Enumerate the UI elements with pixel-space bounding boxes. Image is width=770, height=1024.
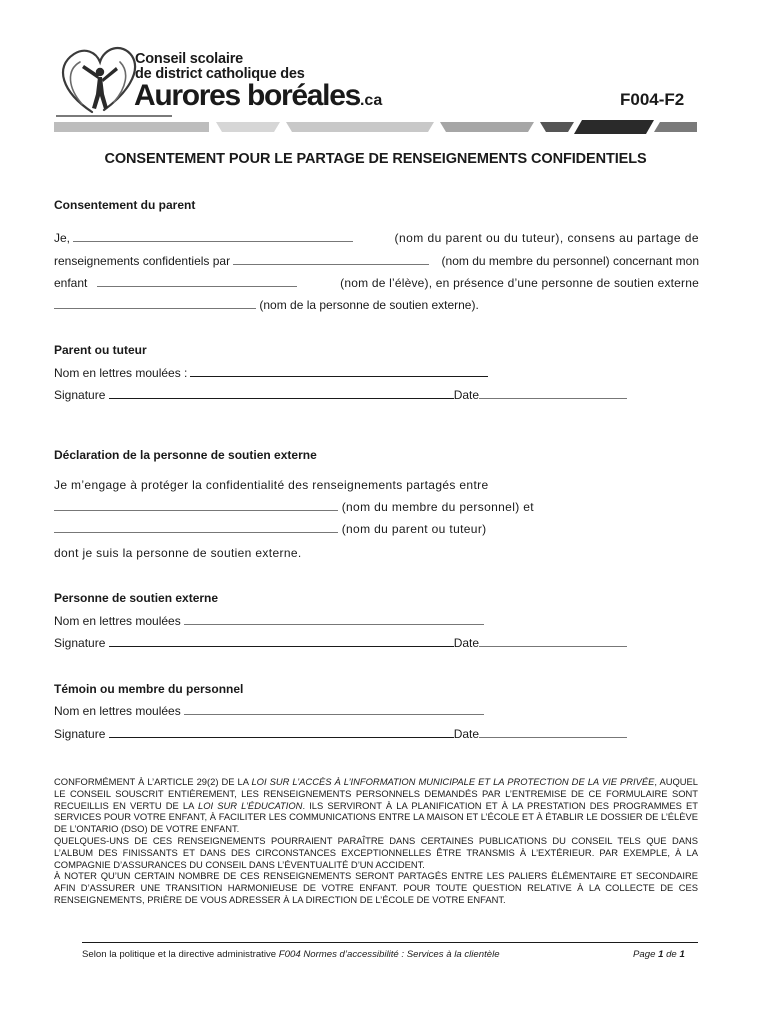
support-print-name-field[interactable] <box>184 614 484 625</box>
witness-signature-label: Signature <box>54 727 106 741</box>
privacy-notice <box>54 776 698 906</box>
footer-policy-title: F004 Normes d’accessibilité : Services à la clientèle <box>278 949 500 960</box>
support-section-heading: Personne de soutien externe <box>54 591 219 605</box>
witness-print-name-field[interactable] <box>184 704 484 715</box>
parent-consent-heading: Consentement du parent <box>54 198 196 212</box>
parent-signature-label: Signature <box>54 388 106 402</box>
page-label: Page <box>633 949 659 960</box>
declaration-line-4: dont je suis la personne de soutien externe. <box>54 546 302 560</box>
parent-section-heading: Parent ou tuteur <box>54 343 147 357</box>
privacy-notice-p3: À NOTER QU’UN CERTAIN NOMBRE DE CES RENSEIGNEMENTS SERONT PARTAGÉS ENTRE LES PALIERS ÉLÉMENTAIRE ET SECONDAIRE AFIN D’ASSURER UNE TRANSITION HARMONIEUSE DE VOTRE ENFANT. POUR TOUTE QUESTION RELATIVE À LA COLLECTE DE CES RENSEIGNEMENTS, PRIÈRE DE VOUS ADRESSER À LA DIRECTION DE L’ÉCOLE DE VOTRE ENFANT. <box>54 870 698 905</box>
law-name-education-act: LOI SUR L’ÉDUCATION <box>197 799 303 811</box>
page-total: 1 <box>679 949 685 960</box>
consent-line-3 <box>54 276 699 290</box>
footer-page-number <box>633 949 685 960</box>
logo-name: Aurores boréales <box>134 79 360 112</box>
declaration-line-2-text: (nom du membre du personnel) et <box>341 500 534 514</box>
text-je: Je, <box>54 231 71 245</box>
support-date-field[interactable] <box>479 636 627 647</box>
text-enfant: enfant <box>54 276 88 290</box>
staff-name-field[interactable] <box>233 254 429 265</box>
declaration-line-1: Je m’engage à protéger la confidentialité des renseignements partagés entre <box>54 478 489 492</box>
consent-line-4-text: (nom de la personne de soutien externe). <box>259 298 479 312</box>
witness-date-field[interactable] <box>479 727 627 738</box>
witness-name-row <box>54 704 484 718</box>
witness-name-label: Nom en lettres moulées <box>54 704 181 718</box>
consent-line-1 <box>54 231 699 245</box>
witness-section-heading: Témoin ou membre du personnel <box>54 682 244 696</box>
consent-line-2-start <box>54 254 429 268</box>
declaration-parent-field[interactable] <box>54 522 338 533</box>
support-signature-label: Signature <box>54 636 106 650</box>
page-of: de <box>663 949 680 960</box>
logo-line-3 <box>134 80 382 117</box>
text-par: renseignements confidentiels par <box>54 254 231 268</box>
logo-suffix: .ca <box>359 92 383 109</box>
witness-signature-row <box>54 727 627 741</box>
footer-policy-text: Selon la politique et la directive administrative <box>82 949 279 960</box>
declaration-heading: Déclaration de la personne de soutien externe <box>54 448 317 462</box>
footer-divider <box>82 942 698 943</box>
consent-line-3-start <box>54 276 297 290</box>
support-person-name-field[interactable] <box>54 298 256 309</box>
student-name-field[interactable] <box>97 276 297 287</box>
privacy-notice-p1 <box>54 776 698 835</box>
support-signature-field[interactable] <box>109 636 454 647</box>
parent-name-row <box>54 366 488 380</box>
consent-line-2 <box>54 254 699 268</box>
notice-text: CONFORMÉMENT À L’ARTICLE 29(2) DE LA <box>54 776 252 787</box>
law-name-mfippa: LOI SUR L’ACCÈS À L’INFORMATION MUNICIPALE ET LA PROTECTION DE LA VIE PRIVÉE <box>251 776 655 787</box>
parent-print-name-field[interactable] <box>190 366 488 377</box>
declaration-staff-field[interactable] <box>54 500 338 511</box>
logo-line-2: de district catholique des <box>135 66 305 82</box>
footer-policy <box>82 949 500 960</box>
witness-signature-field[interactable] <box>109 727 454 738</box>
consent-line-2-end: (nom du membre du personnel) concernant mon <box>441 254 699 268</box>
parent-name-field[interactable] <box>73 231 353 242</box>
parent-signature-field[interactable] <box>109 388 454 399</box>
declaration-line-3-text: (nom du parent ou tuteur) <box>341 522 487 536</box>
logo-line-1: Conseil scolaire <box>135 51 244 67</box>
page-current: 1 <box>658 949 664 960</box>
parent-date-field[interactable] <box>479 388 627 399</box>
consent-line-4 <box>54 298 479 312</box>
support-signature-row <box>54 636 627 650</box>
consent-line-1-start <box>54 231 353 245</box>
form-code: F004-F2 <box>620 90 685 109</box>
parent-name-label: Nom en lettres moulées : <box>54 366 188 380</box>
support-name-label: Nom en lettres moulées <box>54 614 181 628</box>
consent-line-1-end: (nom du parent ou du tuteur), consens au partage de <box>394 231 699 245</box>
header-band <box>54 120 697 134</box>
notice-text: , AUQUEL LE CONSEIL SOUSCRIT ENTIÈREMENT, LES RENSEIGNEMENTS PERSONNELS DEMANDÉS PAR L’ENTREMISE DE CE FORMULAIRE SONT RECUEILLIS EN VERTU DE LA <box>54 776 699 811</box>
witness-date-label: Date <box>453 727 480 741</box>
notice-text: . ILS SERVIRONT À LA PLANIFICATION ET À LA PRESTATION DES PROGRAMMES ET SERVICES POUR VOTRE ENFANT, À FACILITER LES COMMUNICATIONS ENTRE LA MAISON ET L’ÉCOLE ET À ÉTABLIR LE DOSSIER DE L’ÉLÈVE DE L’ONTARIO (DSO) DE VOTRE ENFANT. <box>54 799 698 835</box>
declaration-line-2 <box>54 500 534 514</box>
support-date-label: Date <box>453 636 480 650</box>
declaration-line-3 <box>54 522 487 536</box>
form-title: CONSENTEMENT POUR LE PARTAGE DE RENSEIGNEMENTS CONFIDENTIELS <box>104 151 647 167</box>
support-name-row <box>54 614 484 628</box>
parent-date-label: Date <box>453 388 480 402</box>
parent-signature-row <box>54 388 627 402</box>
consent-line-3-end: (nom de l’élève), en présence d’une personne de soutien externe <box>340 276 699 290</box>
privacy-notice-p2: QUELQUES-UNS DE CES RENSEIGNEMENTS POURRAIENT PARAÎTRE DANS CERTAINES PUBLICATIONS DU CONSEIL TELS QUE DANS L’ALBUM DES FINISSANTS ET DANS DES CIRCONSTANCES EXCEPTIONNELLES ÊTRE TRANSMIS À L’EXTÉRIEUR. PAR EXEMPLE, À LA COMPAGNIE D’ASSURANCES DU CONSEIL DANS L’ÉVENTUALITÉ D’UN ACCIDENT. <box>54 834 698 870</box>
